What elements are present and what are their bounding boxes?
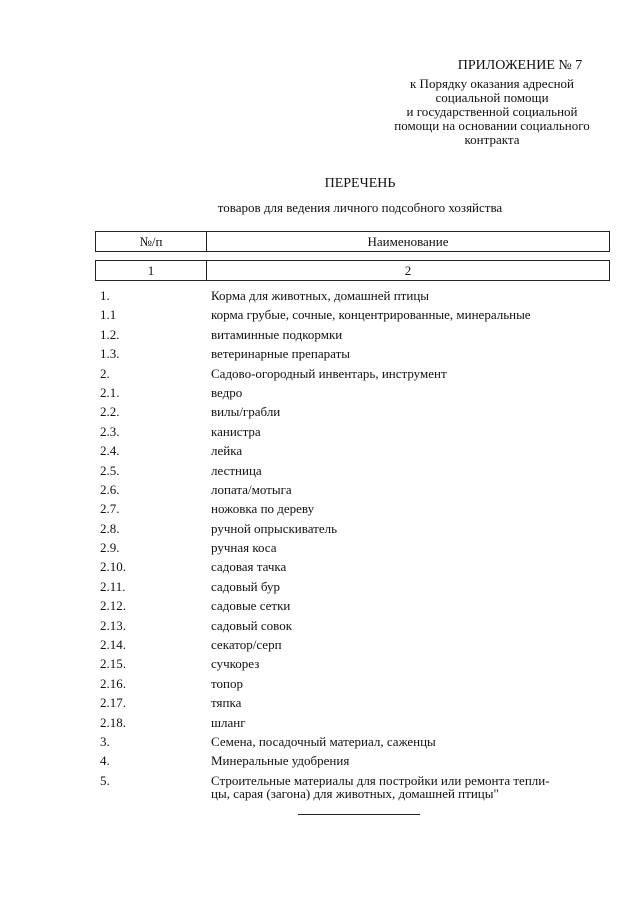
row-name: тяпка (211, 695, 242, 711)
row-name: ручная коса (211, 540, 277, 556)
row-name: ветеринарные препараты (211, 346, 350, 362)
table-row (100, 402, 620, 421)
row-name: канистра (211, 423, 261, 439)
table-column-numbers (95, 260, 610, 281)
row-number: 1. (100, 288, 110, 303)
row-name: шланг (211, 714, 246, 730)
column-header-name: Наименование (207, 232, 610, 252)
row-name: садовый бур (211, 578, 281, 594)
row-number: 2.15. (100, 656, 126, 672)
row-number: 2.14. (100, 637, 126, 653)
table-row (100, 654, 620, 673)
row-number: 2.18. (100, 714, 126, 730)
row-name: Семена, посадочный материал, саженцы (211, 733, 436, 749)
table-row (100, 519, 620, 538)
row-number: 2.7. (100, 501, 120, 517)
row-number: 4. (100, 753, 110, 769)
row-name: секатор/серп (211, 637, 282, 653)
row-number: 2.3. (100, 423, 120, 439)
row-number: 5. (100, 772, 110, 788)
table-row (100, 751, 620, 770)
row-number: 2.11. (100, 578, 126, 594)
row-name: Садово-огородный инвентарь, инструмент (211, 365, 447, 381)
row-name: Строительные материалы для постройки или ремонта тепли- цы, сарая (загона) для животных, домашней птицы" (211, 772, 550, 801)
row-number: 1.3. (100, 346, 120, 362)
row-name: садовый совок (211, 617, 293, 633)
row-name: лестница (211, 462, 262, 478)
table-row (100, 383, 620, 402)
row-name: лейка (211, 443, 243, 459)
row-number: 2.12. (100, 598, 126, 614)
document-title: ПЕРЕЧЕНЬ (324, 176, 396, 191)
table-row (100, 441, 620, 460)
row-name: Корма для животных, домашней птицы (211, 288, 430, 303)
row-number: 2.5. (100, 462, 120, 478)
closing-divider (298, 814, 420, 815)
row-number: 2.10. (100, 559, 126, 575)
column-number-2: 2 (207, 261, 610, 281)
table-header (95, 231, 610, 252)
row-name: ручной опрыскиватель (211, 520, 338, 536)
table-row (100, 713, 620, 732)
row-number: 2.1. (100, 384, 120, 400)
row-number: 2.17. (100, 695, 126, 711)
row-name: садовая тачка (211, 559, 287, 575)
row-number: 2.16. (100, 675, 126, 691)
row-number: 2. (100, 365, 110, 381)
table-row (100, 305, 620, 324)
table-row (100, 557, 620, 576)
row-name: корма грубые, сочные, концентрированные, минеральные (211, 307, 531, 323)
table-row (100, 635, 620, 654)
row-number: 2.2. (100, 404, 120, 420)
row-name: Минеральные удобрения (211, 753, 350, 769)
appendix-number: ПРИЛОЖЕНИЕ № 7 (457, 58, 583, 73)
row-number: 2.8. (100, 520, 120, 536)
table-row (100, 364, 620, 383)
row-name: вилы/грабли (211, 404, 281, 420)
items-list (100, 286, 620, 800)
table-row (100, 577, 620, 596)
column-header-number: №/п (96, 232, 207, 252)
table-row (100, 674, 620, 693)
table-row (100, 538, 620, 557)
table-row (100, 480, 620, 499)
row-name: сучкорез (211, 656, 260, 672)
row-name: витаминные подкормки (211, 326, 343, 342)
appendix-description: к Порядку оказания адресной социальной помощи и государственной социальной помощи на основании социального контракта (394, 76, 590, 147)
column-number-1: 1 (96, 261, 207, 281)
row-number: 3. (100, 733, 110, 749)
table-row (100, 596, 620, 615)
row-number: 1.1 (100, 307, 117, 323)
document-subtitle: товаров для ведения личного подсобного хозяйства (217, 200, 503, 215)
row-name: садовые сетки (211, 598, 291, 614)
table-row (100, 693, 620, 712)
table-row (100, 771, 620, 800)
row-number: 2.6. (100, 481, 120, 497)
table-row (100, 732, 620, 751)
row-number: 2.9. (100, 540, 120, 556)
table-row (100, 461, 620, 480)
table-row (100, 344, 620, 363)
table-row (100, 422, 620, 441)
table-row (100, 616, 620, 635)
row-name: лопата/мотыга (211, 481, 292, 497)
table-row (100, 325, 620, 344)
table-row (100, 286, 620, 305)
appendix-header (372, 58, 612, 147)
table-row (100, 499, 620, 518)
row-name: топор (211, 675, 243, 691)
row-name: ведро (211, 384, 243, 400)
row-number: 1.2. (100, 326, 120, 342)
row-number: 2.4. (100, 443, 120, 459)
row-name: ножовка по дереву (211, 501, 315, 517)
row-number: 2.13. (100, 617, 126, 633)
